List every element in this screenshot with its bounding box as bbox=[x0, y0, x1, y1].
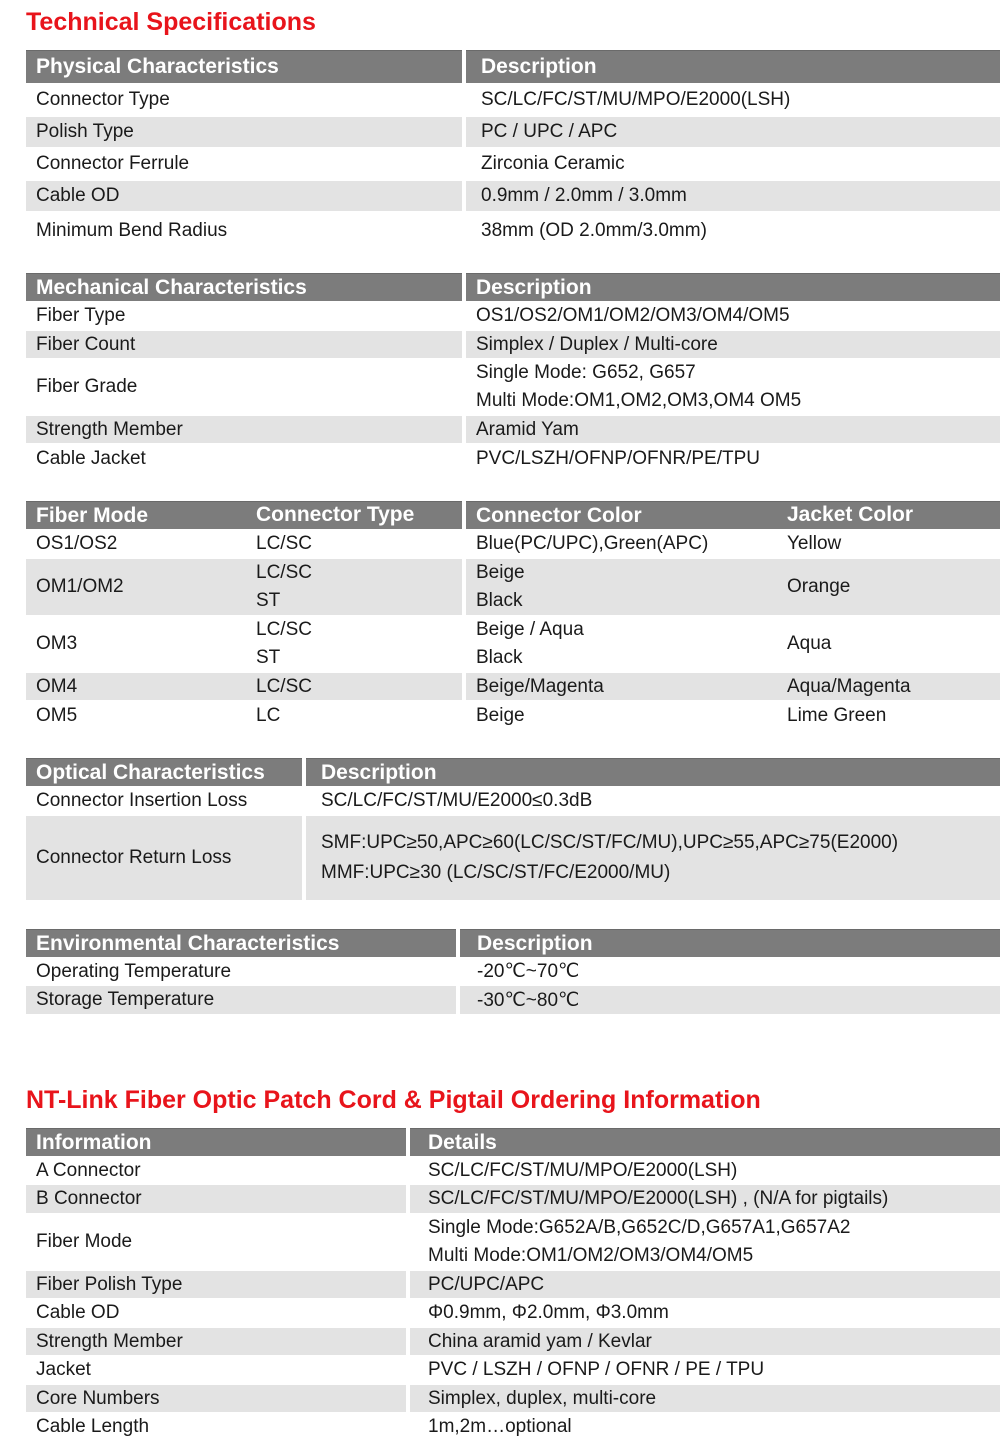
table-row bbox=[26, 1271, 1000, 1298]
fiber-mode-multi: Multi Mode:OM1/OM2/OM3/OM4/OM5 bbox=[428, 1245, 754, 1266]
connector-type-line: ST bbox=[256, 647, 281, 668]
table-header-row bbox=[26, 758, 1000, 786]
row-label: A Connector bbox=[36, 1159, 141, 1181]
row-value: 1m,2m…optional bbox=[428, 1416, 572, 1437]
row-value: OS1/OS2/OM1/OM2/OM3/OM4/OM5 bbox=[476, 304, 790, 326]
row-value: Φ0.9mm, Φ2.0mm, Φ3.0mm bbox=[428, 1302, 669, 1323]
table-row bbox=[26, 530, 1000, 557]
row-label: Cable Length bbox=[36, 1416, 150, 1437]
table-row bbox=[26, 117, 1000, 147]
return-loss-mmf: MMF:UPC≥30 (LC/SC/ST/FC/E2000/MU) bbox=[321, 862, 671, 883]
row-value: SC/LC/FC/ST/MU/MPO/E2000(LSH) , (N/A for pigtails) bbox=[410, 1185, 1000, 1213]
connector-color-cell: Beige/Magenta bbox=[466, 673, 777, 700]
row-value: Simplex, duplex, multi-core bbox=[410, 1385, 1000, 1412]
fiber-mode-cell: OM1/OM2 bbox=[26, 559, 246, 615]
row-label: Cable OD bbox=[36, 1302, 120, 1323]
jacket-color-cell: Aqua bbox=[787, 633, 832, 654]
row-value: PVC/LSZH/OFNP/OFNR/PE/TPU bbox=[476, 447, 760, 469]
table-header-row bbox=[26, 929, 1000, 957]
table-row bbox=[26, 1299, 1000, 1327]
table-header-row bbox=[26, 1128, 1000, 1156]
table-row bbox=[26, 787, 1000, 814]
connector-type-cell: LC bbox=[256, 704, 281, 726]
row-value: Zirconia Ceramic bbox=[481, 153, 625, 174]
header-description: Description bbox=[306, 758, 1000, 786]
connector-color-cell bbox=[466, 559, 777, 615]
table-row bbox=[26, 85, 1000, 115]
table-row bbox=[26, 616, 1000, 672]
row-value: PVC / LSZH / OFNP / OFNR / PE / TPU bbox=[428, 1359, 765, 1380]
table-row bbox=[26, 816, 1000, 900]
row-label: Connector Return Loss bbox=[26, 816, 302, 900]
row-value: 0.9mm / 2.0mm / 3.0mm bbox=[466, 181, 1000, 211]
row-value: -20℃~70℃ bbox=[477, 961, 580, 982]
table-row bbox=[26, 213, 1000, 248]
fiber-mode-cell: OM5 bbox=[36, 704, 78, 726]
fiber-mode-cell: OM4 bbox=[26, 673, 246, 700]
row-label: Jacket bbox=[36, 1359, 91, 1380]
connector-color-line: Black bbox=[476, 647, 523, 668]
table-row bbox=[26, 1356, 1000, 1384]
row-value: China aramid yam / Kevlar bbox=[410, 1328, 1000, 1355]
table-row bbox=[26, 1413, 1000, 1441]
connector-type-line: ST bbox=[256, 590, 281, 611]
row-label: Cable Jacket bbox=[36, 447, 146, 469]
connector-type-line: LC/SC bbox=[256, 562, 312, 583]
table-row bbox=[26, 559, 1000, 615]
return-loss-smf: SMF:UPC≥50,APC≥60(LC/SC/ST/FC/MU),UPC≥55,APC≥75(E2000) bbox=[321, 832, 899, 853]
row-label: Connector Type bbox=[36, 89, 170, 110]
connector-type-cell bbox=[246, 559, 462, 615]
table-header-row bbox=[26, 501, 1000, 529]
header-environmental-characteristics: Environmental Characteristics bbox=[26, 929, 456, 957]
row-value: 38mm (OD 2.0mm/3.0mm) bbox=[481, 219, 707, 241]
row-label: Fiber Polish Type bbox=[26, 1271, 406, 1298]
table-header-row bbox=[26, 273, 1000, 301]
row-value: Simplex / Duplex / Multi-core bbox=[466, 331, 1000, 358]
row-label: Connector Insertion Loss bbox=[36, 789, 248, 811]
table-row bbox=[26, 359, 1000, 415]
jacket-color-cell: Orange bbox=[777, 559, 1000, 615]
row-label: Operating Temperature bbox=[36, 960, 232, 982]
jacket-color-cell: Aqua/Magenta bbox=[777, 673, 1000, 700]
table-header-row bbox=[26, 50, 1000, 83]
row-value: SC/LC/FC/ST/MU/E2000≤0.3dB bbox=[321, 789, 593, 811]
connector-color-line: Beige / Aqua bbox=[476, 619, 584, 640]
row-value: Aramid Yam bbox=[466, 416, 1000, 443]
row-label: Strength Member bbox=[26, 1328, 406, 1355]
connector-type-line: LC/SC bbox=[256, 619, 312, 640]
header-description: Description bbox=[460, 929, 1000, 957]
row-label: Fiber Mode bbox=[36, 1231, 133, 1252]
row-label: B Connector bbox=[26, 1185, 406, 1213]
table-row bbox=[26, 1328, 1000, 1355]
ordering-information-title: NT-Link Fiber Optic Patch Cord & Pigtail Ordering Information bbox=[26, 1086, 761, 1114]
connector-color-cell: Beige bbox=[476, 704, 525, 726]
connector-type-cell bbox=[246, 616, 462, 672]
table-row bbox=[26, 1214, 1000, 1270]
table-row bbox=[26, 445, 1000, 472]
row-value: -30℃~80℃ bbox=[460, 986, 1000, 1014]
table-row bbox=[26, 331, 1000, 358]
connector-color-line: Black bbox=[476, 590, 523, 611]
table-row bbox=[26, 1185, 1000, 1213]
header-information: Information bbox=[26, 1128, 406, 1156]
connector-color-line: Beige bbox=[476, 562, 525, 583]
table-row bbox=[26, 673, 1000, 700]
table-row bbox=[26, 1385, 1000, 1412]
header-mechanical-characteristics: Mechanical Characteristics bbox=[26, 273, 462, 301]
table-row bbox=[26, 416, 1000, 443]
header-jacket-color: Jacket Color bbox=[787, 503, 914, 526]
header-physical-characteristics: Physical Characteristics bbox=[26, 50, 462, 83]
connector-type-cell: LC/SC bbox=[256, 532, 312, 554]
header-description: Description bbox=[466, 50, 1000, 83]
header-connector-color: Connector Color bbox=[466, 501, 1000, 529]
fiber-grade-single-mode: Single Mode: G652, G657 bbox=[476, 362, 696, 383]
table-row bbox=[26, 1157, 1000, 1184]
header-fiber-mode: Fiber Mode bbox=[26, 501, 462, 529]
row-label: Storage Temperature bbox=[26, 986, 456, 1014]
header-optical-characteristics: Optical Characteristics bbox=[26, 758, 302, 786]
connector-type-cell: LC/SC bbox=[246, 673, 462, 700]
header-connector-type: Connector Type bbox=[256, 503, 415, 526]
row-label: Fiber Type bbox=[36, 304, 126, 326]
table-row bbox=[26, 958, 1000, 985]
header-description: Description bbox=[466, 273, 1000, 301]
row-label: Fiber Count bbox=[26, 331, 462, 358]
row-value: PC / UPC / APC bbox=[466, 117, 1000, 147]
fiber-mode-single: Single Mode:G652A/B,G652C/D,G657A1,G657A2 bbox=[428, 1217, 851, 1238]
jacket-color-cell: Lime Green bbox=[787, 704, 887, 726]
table-row bbox=[26, 181, 1000, 211]
row-label: Connector Ferrule bbox=[36, 153, 190, 174]
technical-specifications-title: Technical Specifications bbox=[26, 8, 316, 36]
row-value: SC/LC/FC/ST/MU/MPO/E2000(LSH) bbox=[428, 1159, 738, 1181]
fiber-mode-cell: OS1/OS2 bbox=[36, 532, 118, 554]
row-label: Core Numbers bbox=[26, 1385, 406, 1412]
fiber-grade-multi-mode: Multi Mode:OM1,OM2,OM3,OM4 OM5 bbox=[476, 390, 802, 411]
header-details: Details bbox=[410, 1128, 1000, 1156]
table-row bbox=[26, 702, 1000, 729]
row-label: Minimum Bend Radius bbox=[36, 219, 228, 241]
row-value bbox=[306, 816, 1000, 900]
row-label: Polish Type bbox=[26, 117, 462, 147]
connector-color-cell: Blue(PC/UPC),Green(APC) bbox=[476, 532, 709, 554]
fiber-mode-cell: OM3 bbox=[36, 633, 78, 654]
row-label: Fiber Grade bbox=[36, 376, 138, 397]
table-row bbox=[26, 986, 1000, 1014]
row-value: PC/UPC/APC bbox=[410, 1271, 1000, 1298]
row-value bbox=[466, 359, 1000, 415]
row-value bbox=[410, 1214, 1000, 1270]
row-label: Cable OD bbox=[26, 181, 462, 211]
table-row bbox=[26, 302, 1000, 329]
row-value: SC/LC/FC/ST/MU/MPO/E2000(LSH) bbox=[481, 89, 791, 110]
connector-color-cell bbox=[466, 616, 777, 672]
row-label: Strength Member bbox=[26, 416, 462, 443]
jacket-color-cell: Yellow bbox=[787, 532, 842, 554]
table-row bbox=[26, 149, 1000, 179]
